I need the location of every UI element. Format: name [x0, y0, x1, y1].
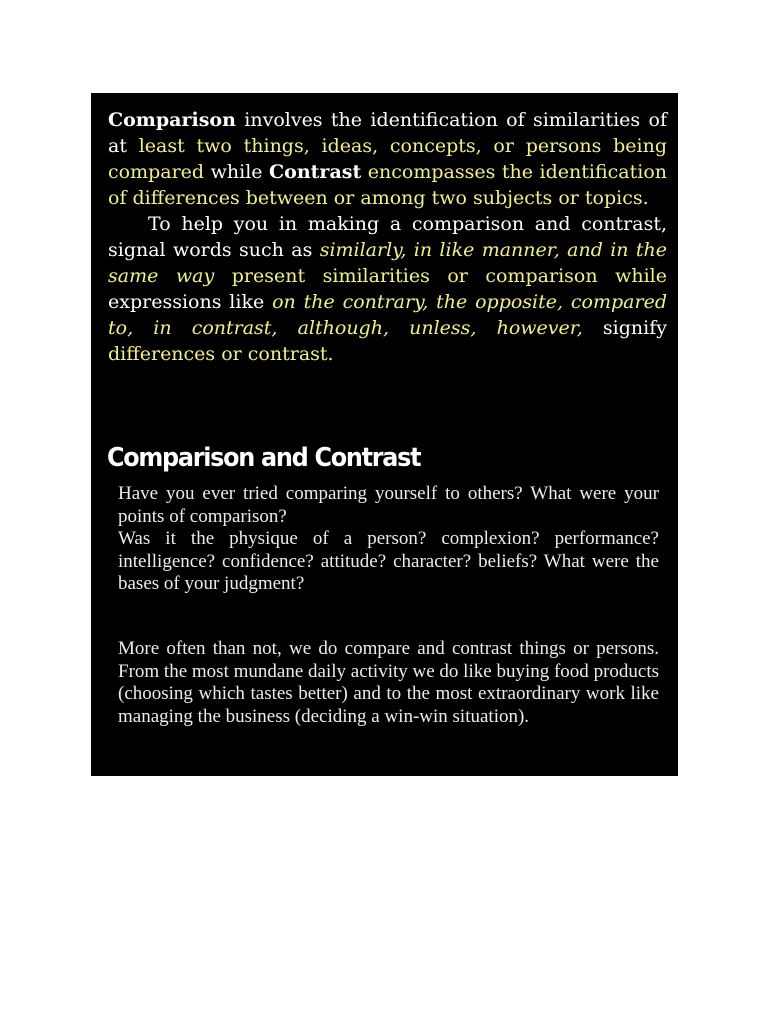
- contrast-signal-words: on the contrary, the opposite, compared to, in contrast, although, unless, however,: [108, 291, 667, 339]
- term-comparison: Comparison: [108, 109, 236, 131]
- section-heading: Comparison and Contrast: [107, 443, 421, 473]
- questions-section: [118, 483, 659, 596]
- highlighted-text: least two things, ideas, concepts, or persons being compared: [108, 135, 667, 183]
- definition-section: [108, 107, 667, 367]
- content-panel: [91, 93, 678, 776]
- explanation-section: [118, 638, 659, 728]
- paragraph-text: expressions like: [108, 291, 273, 313]
- similarity-signal-words: similarly, in like manner, and in the same way: [108, 239, 668, 287]
- question-paragraph: Have you ever tried comparing yourself to others? What were your points of comparison?: [118, 483, 659, 527]
- highlighted-text: present similarities or comparison while: [214, 265, 667, 287]
- paragraph-text: signify: [582, 317, 667, 339]
- question-paragraph: Was it the physique of a person? complexion? performance? intelligence? confidence? attitude? character? beliefs? What were the bases of your judgment?: [118, 528, 659, 594]
- highlighted-text: differences or contrast.: [108, 343, 334, 365]
- explanation-paragraph: More often than not, we do compare and contrast things or persons. From the most mundane daily activity we do like buying food products (choosing which tastes better) and to the most extraordinary work like managing the business (deciding a win-win situation).: [118, 638, 659, 727]
- definition-text: involves the identification of similarities of at: [108, 109, 667, 157]
- highlighted-text: encompasses the identification of differences between or among two subjects or topics.: [108, 161, 667, 209]
- signal-words-paragraph: [108, 211, 667, 367]
- definition-text: while: [204, 161, 270, 183]
- definition-paragraph: [108, 107, 667, 211]
- term-contrast: Contrast: [269, 161, 362, 183]
- paragraph-text: To help you in making a comparison and contrast, signal words such as: [108, 213, 667, 261]
